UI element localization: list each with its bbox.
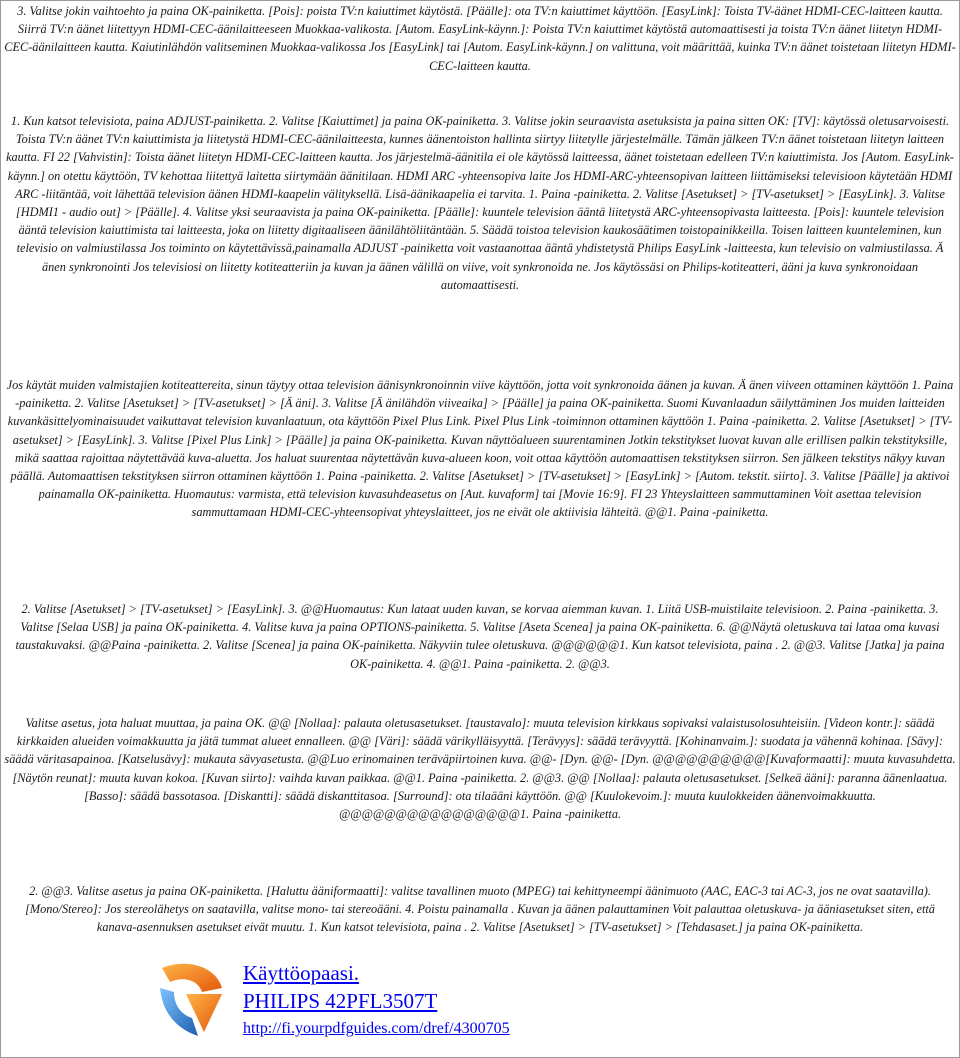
- guide-logo-icon: [156, 958, 230, 1040]
- document-footer: [243, 960, 663, 1042]
- product-model-link[interactable]: PHILIPS 42PFL3507T: [243, 989, 438, 1013]
- text-paragraph: Jos käytät muiden valmistajien kotiteattereita, sinun täytyy ottaa television äänisynkronoinnin viive käyttöön, jotta voit synkronoida äänen ja kuvan. Ä änen viiveen ottaminen käyttöön 1. Paina -painiketta. 2. Valitse [Asetukset] > [TV-asetukset] > [Ä äni]. 3. Valitse [Ä änilähdön viiveaika] > [Päälle] ja paina OK-painiketta. Suomi Kuvanlaadun säilyttäminen Jos muiden laitteiden kuvankäsittelyominaisuudet vaikuttavat television kuvanlaatuun, ota käyttöön Pixel Plus Link. Pixel Plus Link -toiminnon ottaminen käyttöön 1. Paina -painiketta. 2. Valitse [Asetukset] > [TV-asetukset] > [EasyLink]. 3. Valitse [Pixel Plus Link] > [Päälle] ja paina OK-painiketta. Kuvan näyttöalueen suurentaminen Jotkin tekstitykset luovat kuvan alle erillisen palkin tekstityksille, mikä saattaa rajoittaa näytettävää kuva-aluetta. Jos haluat suurentaa näytettävän kuva-alueen koon, voit ottaa käyttöön automaattisen tekstityksen siirron. Sen jälkeen tekstitys näkyy kuvan päällä. Automaattisen tekstityksen siirron ottaminen käyttöön 1. Paina -painiketta. 2. Valitse [Asetukset] > [TV-asetukset] > [EasyLink] > [Autom. tekstit. siirto]. 3. Valitse [Päälle] ja aktivoi painamalla OK-painiketta. Huomautus: varmista, että television kuvasuhdeasetus on [Aut. kuvaform] tai [Movie 16:9]. FI 23 Yhteyslaitteen sammuttaminen Voit asettaa television sammuttamaan HDMI-CEC-yhteensopivat yhteyslaitteet, jos ne eivät ole aktiivisia lähteitä. @@1. Paina -painiketta.: [6, 378, 954, 520]
- text-paragraph: 3. Valitse jokin vaihtoehto ja paina OK-painiketta. [Pois]: poista TV:n kaiuttimet käytöstä. [Päälle]: ota TV:n kaiuttimet käyttöön. [EasyLink]: Toista TV-äänet HDMI-CEC-laitteen kautta. Siirrä TV:n äänet liitettyyn HDMI-CEC-äänilaitteeseen Muokkaa-valikosta. [Autom. EasyLink-käynn.]: Poista TV:n kaiuttimet käytöstä automaattisesti ja toista TV:n äänet liitetyn HDMI-CEC-äänilaitteen kautta. Kaiutinlähdön valitseminen Muokkaa-valikossa Jos [EasyLink] tai [Autom. EasyLink-käynn.] on valittuna, voit määrittää, kuinka TV:n äänet toistetaan liitetyn HDMI-CEC-laitteen kautta.: [4, 4, 956, 73]
- text-paragraph: 2. @@3. Valitse asetus ja paina OK-painiketta. [Haluttu ääniformaatti]: valitse tavallinen muoto (MPEG) tai kehittyneempi äänimuoto (AAC, EAC-3 tai AC-3, jos ne ovat saatavilla). [Mono/Stereo]: Jos stereolähetys on saatavilla, valitse mono- tai stereoääni. 4. Poistu painamalla . Kuvan ja äänen palauttaminen Voit palauttaa oletuskuva- ja ääniasetukset siten, että kanava-asennuksen asetukset eivät muutu. 1. Kun katsot televisiota, paina . 2. Valitse [Asetukset] > [TV-asetukset] > [Tehdasaset.] ja paina OK-painiketta.: [25, 884, 935, 935]
- text-paragraph: 2. Valitse [Asetukset] > [TV-asetukset] > [EasyLink]. 3. @@Huomautus: Kun lataat uuden kuvan, se korvaa aiemman kuvan. 1. Liitä USB-muistilaite televisioon. 2. Paina -painiketta. 3. Valitse [Selaa USB] ja paina OK-painiketta. 4. Valitse kuva ja paina OPTIONS-painiketta. 5. Valitse [Aseta Scenea] ja paina OK-painiketta. 6. @@Näytä oletuskuva tai lataa oma kuvasi taustakuvaksi. @@Paina -painiketta. 2. Valitse [Scenea] ja paina OK-painiketta. Näkyviin tulee oletuskuva. @@@@@@1. Kun katsot televisiota, paina . 2. @@3. Valitse [Jatka] ja paina OK-painiketta. 4. @@1. Paina -painiketta. 2. @@3.: [15, 602, 945, 671]
- guide-url-link[interactable]: http://fi.yourpdfguides.com/dref/4300705: [243, 1020, 510, 1037]
- text-paragraph: Valitse asetus, jota haluat muuttaa, ja paina OK. @@ [Nollaa]: palauta oletusasetukset. [taustavalo]: muuta television kirkkaus sopivaksi valaistusolosuhteisiin. [Videon kontr.]: säädä kirkkaiden alueiden voimakkuutta ja jätä tummat alueet ennalleen. @@ [Väri]: säädä värikylläisyyttä. [Terävyys]: säädä terävyyttä. [Kohinanvaim.]: suodata ja vähennä kohinaa. [Sävy]: säädä väritasapainoa. [Katselusävy]: mukauta sävyasetusta. @@Luo erinomainen teräväpiirtoinen kuva. @@- [Dyn. @@- [Dyn. @@@@@@@@@@[Kuvaformaatti]: muuta kuvasuhdetta. [Näytön reunat]: muuta kuvan kokoa. [Kuvan siirto]: vaihda kuvan paikkaa. @@1. Paina -painiketta. 2. @@3. @@ [Nollaa]: palauta oletusasetukset. [Selkeä ääni]: paranna äänenlaatua. [Basso]: säädä bassotasoa. [Diskantti]: säädä diskanttitasoa. [Surround]: ota tilaääni käyttöön. @@ [Kuulokevoim.]: muuta kuulokkeiden äänenvoimakkuutta. @@@@@@@@@@@@@@@@1. Paina -painiketta.: [4, 716, 956, 822]
- text-paragraph: 1. Kun katsot televisiota, paina ADJUST-painiketta. 2. Valitse [Kaiuttimet] ja paina OK-painiketta. 3. Valitse jokin seuraavista asetuksista ja paina sitten OK: [TV]: käytössä oletusarvoisesti. Toista TV:n äänet TV:n kaiuttimista ja liitetystä HDMI-CEC-äänilaitteesta, kunnes äänentoiston hallinta siirtyy liitetylle järjestelmälle. Tämän jälkeen TV:n äänet toistetaan liitetyn laitteen kautta. FI 22 [Vahvistin]: Toista äänet liitetyn HDMI-CEC-laitteen kautta. Jos järjestelmä-äänitila ei ole käytössä laitteessa, äänet toistetaan edelleen TV:n kaiuttimista. Jos [Autom. EasyLink-käynn.] on otettu käyttöön, TV kehottaa liitettyä laitetta siirtymään äänitilaan. HDMI ARC -yhteensopiva laite Jos HDMI-ARC-yhteensopivan laitteen liittämiseksi televisioon käytetään HDMI ARC -liitäntää, voit lähettää television äänen HDMI-kaapelin välityksellä. Lisä-äänikaapelia ei tarvita. 1. Paina -painiketta. 2. Valitse [Asetukset] > [TV-asetukset] > [EasyLink]. 3. Valitse [HDMI1 - audio out] > [Päälle]. 4. Valitse yksi seuraavista ja paina OK-painiketta. [Päälle]: kuuntele television ääntä liitetystä ARC-yhteensopivasta laitteesta. [Pois]: kuuntele television ääntä television kaiuttimista tai laitteesta, joka on liitetty digitaaliseen äänilähtöliitäntään. 5. Säädä toistoa television kaukosäätimen toistopainikkeilla. Toisen laitteen kuunteleminen, kun televisio on valmiustilassa Jos toiminto on käytettävissä,painamalla ADJUST -painiketta voit vastaanottaa ääntä yhdistetystä Philips EasyLink -laitteesta, kun televisio on valmiustilassa. Ä änen synkronointi Jos televisiosi on liitetty kotiteatteriin ja kuvan ja äänen välillä on viive, voit synkronoida ne. Jos käytössäsi on Philips-kotiteatteri, ääni ja kuva synkronoidaan automaattisesti.: [6, 114, 954, 292]
- user-guide-link[interactable]: Käyttöopaasi.: [243, 961, 360, 985]
